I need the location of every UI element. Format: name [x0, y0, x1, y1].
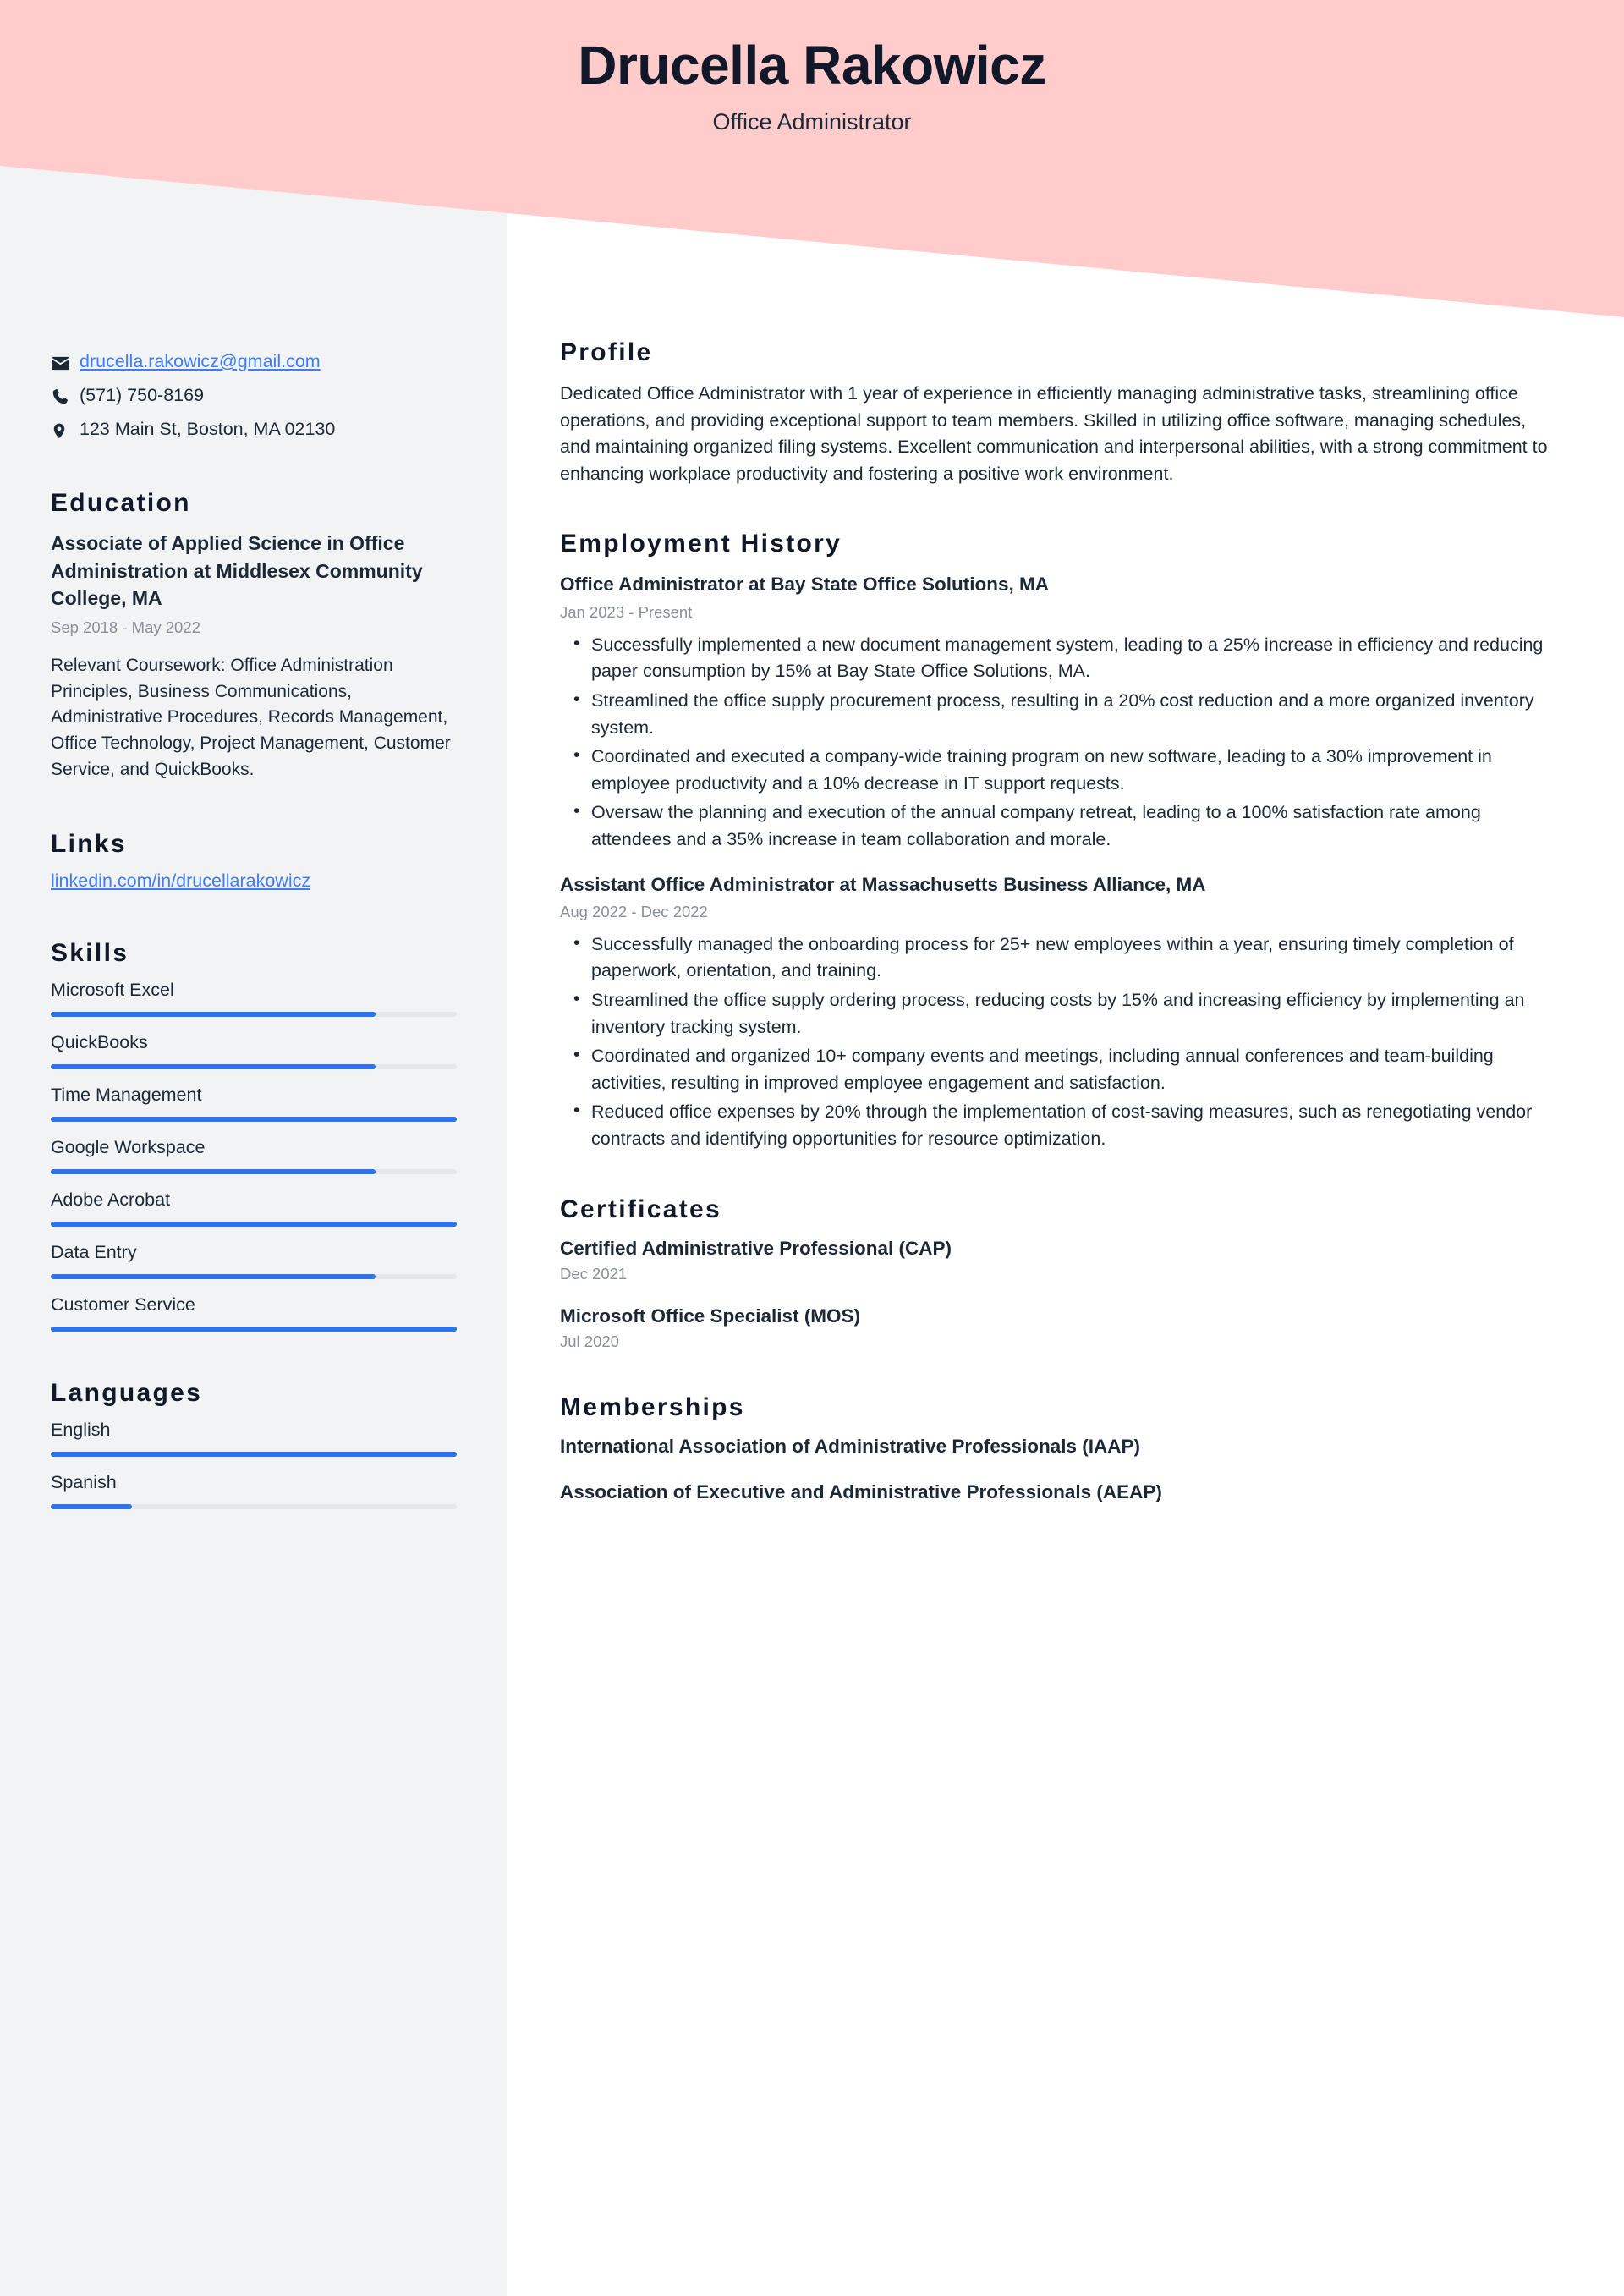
certificate-entry	[560, 1238, 1556, 1283]
education-date: Sep 2018 - May 2022	[51, 618, 200, 637]
job-title: Office Administrator at Bay State Office Solutions, MA	[560, 574, 1050, 596]
job-bullet: • Streamlined the office supply procurement process, resulting in a 20% cost reduction and a more organized inventory system.	[591, 688, 1556, 741]
skill-bar-fill	[51, 1327, 457, 1332]
candidate-name: Drucella Rakowicz	[578, 35, 1046, 96]
membership-item: Association of Executive and Administrative Professionals (AEAP)	[560, 1480, 1162, 1502]
contact-row-phone	[51, 383, 457, 408]
job-bullet-list	[560, 931, 1556, 1153]
job-bullet-list	[560, 632, 1556, 854]
certificate-date: Dec 2021	[560, 1264, 628, 1283]
certificates-heading: Certificates	[560, 1195, 722, 1223]
employment-heading: Employment History	[560, 530, 842, 558]
profile-text: Dedicated Office Administrator with 1 year of experience in efficiently managing administrative tasks, streamlining office operations, and providing exceptional support to team members. Skilled in utilizing office software, managing schedules, and maintaining organized filing systems. Excellent communication and interpersonal abilities, with a strong commitment to enhancing workplace productivity and fostering a positive work environment.	[560, 383, 1548, 484]
contact-row-address	[51, 417, 457, 442]
education-description: Relevant Coursework: Office Administration Principles, Business Communications, Administrative Procedures, Records Management, Office Technology, Project Management, Customer Service, and QuickBooks.	[51, 656, 451, 779]
links-section	[51, 830, 457, 892]
job-bullet: • Successfully implemented a new document management system, leading to a 25% increase in efficiency and reducing paper consumption by 15% at Bay State Office Solutions, MA.	[591, 632, 1556, 685]
certificates-list	[560, 1238, 1556, 1351]
skill-bar-fill	[51, 1169, 376, 1174]
job-bullet: • Successfully managed the onboarding process for 25+ new employees within a year, ensuring timely completion of paperwork, orientation, and training.	[591, 931, 1556, 985]
candidate-role: Office Administrator	[712, 109, 912, 135]
skill-label: Microsoft Excel	[51, 980, 174, 1001]
language-bar-fill	[51, 1452, 457, 1457]
skill-bar-fill	[51, 1274, 376, 1279]
skill-item	[51, 1137, 457, 1174]
job-bullet: • Coordinated and organized 10+ company events and meetings, including annual conferences and team-building activities, resulting in improved employee engagement and satisfaction.	[591, 1043, 1556, 1096]
job-date: Aug 2022 - Dec 2022	[560, 902, 708, 920]
language-label: Spanish	[51, 1472, 117, 1493]
email-value[interactable]: drucella.rakowicz@gmail.com	[80, 351, 321, 371]
language-bar-track	[51, 1452, 457, 1457]
skill-item	[51, 1242, 457, 1279]
skills-heading: Skills	[51, 939, 129, 968]
certificate-title: Microsoft Office Specialist (MOS)	[560, 1305, 861, 1327]
memberships-list	[560, 1436, 1556, 1503]
skills-list	[51, 980, 457, 1332]
sidebar-column	[0, 0, 508, 1524]
skill-item	[51, 1189, 457, 1227]
skill-label: Google Workspace	[51, 1137, 206, 1158]
memberships-heading: Memberships	[560, 1392, 745, 1421]
memberships-section	[560, 1393, 1556, 1503]
jobs-list	[560, 572, 1556, 1152]
education-section	[51, 489, 457, 783]
education-entry	[51, 530, 457, 783]
address-value: 123 Main St, Boston, MA 02130	[80, 419, 336, 440]
profile-section	[560, 338, 1556, 487]
languages-section	[51, 1379, 457, 1509]
skill-label: Time Management	[51, 1085, 202, 1106]
job-title: Assistant Office Administrator at Massachusetts Business Alliance, MA	[560, 873, 1206, 895]
skill-item	[51, 1085, 457, 1122]
language-item	[51, 1472, 457, 1509]
job-bullet: • Oversaw the planning and execution of the annual company retreat, leading to a 100% satisfaction rate among attendees and a 35% increase in team collaboration and morale.	[591, 799, 1556, 853]
skill-label: Data Entry	[51, 1242, 137, 1263]
skill-item	[51, 1032, 457, 1069]
skill-bar-track	[51, 1327, 457, 1332]
envelope-icon	[51, 349, 80, 373]
skill-label: QuickBooks	[51, 1032, 148, 1053]
job-date: Jan 2023 - Present	[560, 602, 693, 621]
languages-list	[51, 1420, 457, 1509]
language-label: English	[51, 1420, 111, 1441]
contact-row-email[interactable]	[51, 349, 457, 374]
skill-label: Adobe Acrobat	[51, 1189, 171, 1211]
language-bar-track	[51, 1504, 457, 1509]
job-entry	[560, 572, 1556, 853]
job-entry	[560, 872, 1556, 1153]
certificate-entry	[560, 1305, 1556, 1351]
skill-bar-track	[51, 1169, 457, 1174]
certificate-title: Certified Administrative Professional (CAP)	[560, 1237, 952, 1259]
language-bar-fill	[51, 1504, 132, 1509]
skill-bar-track	[51, 1064, 457, 1069]
skill-bar-track	[51, 1222, 457, 1227]
link-item-linkedin[interactable]: linkedin.com/in/drucellarakowicz	[51, 871, 311, 892]
job-bullet: • Reduced office expenses by 20% through the implementation of cost-saving measures, such as renegotiating vendor contracts and identifying opportunities for resource optimization.	[591, 1099, 1556, 1152]
skill-item	[51, 980, 457, 1017]
links-heading: Links	[51, 830, 127, 859]
map-pin-icon	[51, 417, 80, 440]
skill-bar-track	[51, 1117, 457, 1122]
phone-icon	[51, 383, 80, 406]
skill-bar-fill	[51, 1117, 457, 1122]
profile-heading: Profile	[560, 338, 653, 366]
job-bullet: • Streamlined the office supply ordering process, reducing costs by 15% and increasing efficiency by implementing an inventory tracking system.	[591, 987, 1556, 1041]
skill-bar-fill	[51, 1064, 376, 1069]
skill-bar-track	[51, 1012, 457, 1017]
skill-label: Customer Service	[51, 1294, 195, 1316]
language-item	[51, 1420, 457, 1457]
languages-heading: Languages	[51, 1379, 203, 1408]
membership-item: International Association of Administrative Professionals (IAAP)	[560, 1435, 1140, 1457]
skill-item	[51, 1294, 457, 1332]
phone-value: (571) 750-8169	[80, 385, 205, 406]
education-heading: Education	[51, 489, 191, 518]
job-bullet: • Coordinated and executed a company-wide training program on new software, leading to a 30% improvement in employee productivity and a 10% decrease in IT support requests.	[591, 744, 1556, 797]
education-title: Associate of Applied Science in Office Administration at Middlesex Community College, MA	[51, 532, 423, 610]
skills-section	[51, 939, 457, 1332]
skill-bar-fill	[51, 1222, 457, 1227]
certificate-date: Jul 2020	[560, 1332, 619, 1350]
contact-list	[51, 349, 457, 442]
skill-bar-fill	[51, 1012, 376, 1017]
certificates-section	[560, 1195, 1556, 1351]
skill-bar-track	[51, 1274, 457, 1279]
employment-section	[560, 530, 1556, 1152]
